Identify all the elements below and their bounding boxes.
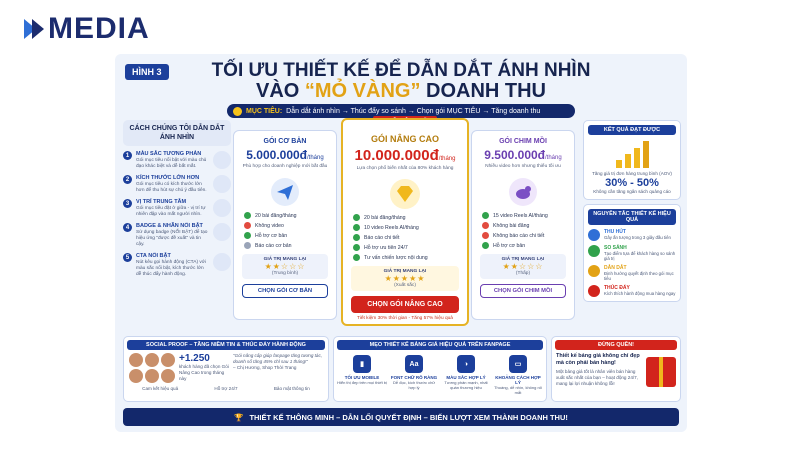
tip-item: ▭ KHOẢNG CÁCH HỢP LÝ Thoáng, dễ nhìn, không rối mắt (493, 353, 543, 395)
guide-step: 3 VỊ TRÍ TRUNG TÂM Gói mục tiêu đặt ở giữa - vị trí tự nhiên đập vào mắt người nhìn. (123, 199, 231, 218)
trophy-icon: 🏆 (234, 412, 244, 422)
logo-mark-icon (22, 17, 46, 41)
tips-box: MẸO THIẾT KẾ BẢNG GIÁ HIỆU QUẢ TRÊN FANPAGE ▮ TỐI ƯU MOBILE Hiển thị đẹp trên mọi thiết bị Aa FONT CHỮ RÕ RÀNG Dễ đọc, kích thước chữ hợp lý ◑ MÀU SẮC HỢP LÝ Tương phản mạnh, nhất quán thương hiệu ▭ KHOẢNG CÁCH HỢP LÝ Thoáng, dễ nhìn, không rối mắt (333, 336, 547, 402)
check-icon (244, 232, 251, 239)
customer-avatars (129, 353, 175, 383)
gift-icon (646, 357, 676, 387)
badge-support: Hỗ trợ 24/7 (214, 386, 238, 391)
tip-item: ◑ MÀU SẮC HỢP LÝ Tương phản mạnh, nhất quán thương hiệu (441, 353, 491, 395)
guide-step: 4 BADGE & NHÃN NỔI BẬT Sử dụng badge (NỔI BẬT) để tạo hiệu ứng "được đề xuất" và tin cậy. (123, 223, 231, 248)
feature-item: 20 bài đăng/tháng (244, 212, 336, 219)
choose-decoy-button[interactable]: CHỌN GÓI CHIM MỒI (480, 284, 566, 298)
principle-icon (588, 229, 600, 241)
tip-item: ▮ TỐI ƯU MOBILE Hiển thị đẹp trên mọi thiết bị (337, 353, 387, 395)
principle-item: SO SÁNH Tạo điểm tựa để khách hàng so sánh giá trị (588, 245, 676, 261)
plan-card-advanced: GÓI NÂNG CAO 10.000.000đ/tháng Lựa chọn phổ biến nhất của 80% khách hàng 20 bài đăng/tháng 10 video Reels AI/tháng Báo cáo chi tiết Hỗ trợ ưu tiên 24/7 Tư vấn chiến lược nội dung GIÁ TRỊ MANG LẠI ★★★★★ (Xuất sắc) CHỌN GÓI NÂNG CAO Tiết kiệm 30% thời gian - Tăng 57% hiệu quả (341, 118, 469, 326)
principle-icon (588, 245, 600, 257)
check-icon (353, 224, 360, 231)
right-column (583, 120, 681, 302)
diamond-icon (388, 177, 422, 211)
feature-item: Báo cáo chi tiết (353, 234, 467, 241)
tip-icon: ▭ (509, 355, 527, 373)
feature-item: Tư vấn chiến lược nội dung (353, 254, 467, 261)
feature-item: Hỗ trợ ưu tiên 24/7 (353, 244, 467, 251)
badge-security: Bảo mật thông tin (273, 386, 310, 391)
principle-icon (588, 285, 600, 297)
bird-icon (506, 175, 540, 209)
plan-card-decoy: GÓI CHIM MỒI 9.500.000đ/tháng Nhiều video hơn nhưng thiếu tối ưu 15 video Reels AI/tháng Không bài đăng Không báo cáo chi tiết Hỗ trợ cơ bản GIÁ TRỊ MANG LẠI ★★☆☆☆ (Thấp) CHỌN GÓI CHIM MỒI (471, 130, 575, 320)
feature-item: 15 video Reels AI/tháng (482, 212, 574, 219)
step-icon (213, 223, 231, 241)
paper-plane-icon (268, 175, 302, 209)
target-icon (233, 107, 242, 116)
tip-item: Aa FONT CHỮ RÕ RÀNG Dễ đọc, kích thước chữ hợp lý (389, 353, 439, 395)
tip-icon: Aa (405, 355, 423, 373)
step-icon (213, 151, 231, 169)
result-box: KẾT QUẢ ĐẠT ĐƯỢC Tăng giá trị đơn hàng trung bình (AOV) 30% - 50% Không cần tăng ngân sách quảng cáo (583, 120, 681, 200)
principle-item: DẪN DẮT Định hướng quyết định theo gói mục tiêu (588, 265, 676, 281)
choose-advanced-button[interactable]: CHỌN GÓI NÂNG CAO (351, 296, 459, 313)
footer-banner: 🏆 THIẾT KẾ THÔNG MINH – DẪN LỐI QUYẾT ĐỊNH – BIẾN LƯỢT XEM THÀNH DOANH THU! (123, 408, 679, 426)
feature-item: 10 video Reels AI/tháng (353, 224, 467, 231)
brand-name: MEDIA (48, 12, 150, 45)
title-line1: TỐI ƯU THIẾT KẾ ĐỂ DẪN DẮT ÁNH NHÌN (211, 60, 591, 81)
plan-card-basic: GÓI CƠ BẢN 5.000.000đ/tháng Phù hợp cho doanh nghiệp mới bắt đầu 20 bài đăng/tháng Không video Hỗ trợ cơ bản Báo cáo cơ bản GIÁ TRỊ MANG LẠI ★★☆☆☆ (Trung bình) CHỌN GÓI CƠ BẢN (233, 130, 337, 320)
feature-item: Hỗ trợ cơ bản (244, 232, 336, 239)
principle-item: THU HÚT Gây ấn tượng trong 3 giây đầu tiên (588, 229, 676, 241)
check-icon (244, 242, 251, 249)
infographic-panel (115, 54, 687, 432)
step-icon (213, 253, 231, 271)
title-line2: VÀO “MỎ VÀNG” DOANH THU (255, 80, 546, 102)
feature-item: Hỗ trợ cơ bản (482, 242, 574, 249)
brand-logo (22, 14, 150, 44)
remember-box: ĐỪNG QUÊN! Thiết kế bảng giá không chỉ đẹp mà còn phải bán hàng! Một bảng giá tốt là nhân viên bán hàng xuất sắc nhất của bạn – hoạt động 24/7, mang lại lợi nhuận không lỗi! (551, 336, 681, 402)
guide-step: 5 CTA NỔI BẬT Nút kêu gọi hành động (CTA) với màu sắc nổi bật, kích thước lớn dễ thúc đẩy hành động. (123, 253, 231, 278)
choose-basic-button[interactable]: CHỌN GÓI CƠ BẢN (242, 284, 328, 298)
growth-chart-icon (588, 138, 676, 168)
left-heading: CÁCH CHÚNG TÔI DẪN DẮT ÁNH NHÌN (123, 120, 231, 146)
cross-icon (482, 222, 489, 229)
feature-item: Không bài đăng (482, 222, 574, 229)
goal-banner: MỤC TIÊU: Dẫn dắt ánh nhìn → Thúc đẩy so sánh → Chọn gói MỤC TIÊU → Tăng doanh thu (227, 104, 575, 118)
tip-icon: ▮ (353, 355, 371, 373)
check-icon (353, 244, 360, 251)
check-icon (244, 212, 251, 219)
check-icon (482, 212, 489, 219)
step-icon (213, 199, 231, 217)
feature-item: Không báo cáo chi tiết (482, 232, 574, 239)
check-icon (353, 214, 360, 221)
feature-item: Báo cáo cơ bản (244, 242, 336, 249)
principles-box: NGUYÊN TẮC THIẾT KẾ HIỆU QUẢ THU HÚT Gây ấn tượng trong 3 giây đầu tiên SO SÁNH Tạo điểm tựa để khách hàng so sánh giá trị DẪN DẮT Định hướng quyết định theo gói mục tiêu THÚC ĐẨY Kích thích hành động mua hàng ngay (583, 204, 681, 302)
check-icon (482, 242, 489, 249)
badge-commitment: Cam kết hiệu quả (142, 386, 179, 391)
check-icon (353, 254, 360, 261)
guide-step: 2 KÍCH THƯỚC LỚN HƠN Gói mục tiêu có kích thước lớn hơn để thu hút sự chú ý đầu tiên. (123, 175, 231, 194)
feature-item: 20 bài đăng/tháng (353, 214, 467, 221)
cross-icon (482, 232, 489, 239)
check-icon (353, 234, 360, 241)
cross-icon (244, 222, 251, 229)
feature-item: Không video (244, 222, 336, 229)
tip-icon: ◑ (457, 355, 475, 373)
guide-step: 1 MÀU SẮC TƯƠNG PHẢN Gói mục tiêu nổi bật với màu chủ đạo khác biệt và dễ bắt mắt. (123, 151, 231, 170)
left-column (123, 120, 231, 278)
figure-badge: HÌNH 3 (125, 64, 169, 80)
principle-icon (588, 265, 600, 277)
step-icon (213, 175, 231, 193)
principle-item: THÚC ĐẨY Kích thích hành động mua hàng ngay (588, 285, 676, 297)
savings-note: Tiết kiệm 30% thời gian - Tăng 57% hiệu quả (357, 316, 453, 321)
social-proof-box: SOCIAL PROOF – TĂNG NIỀM TIN & THÚC ĐẨY HÀNH ĐỘNG +1.250 khách hàng đã chọn Gói Nâng Cao trong tháng này "Gói nâng cấp giúp fanpage tăng tương tác, doanh số tăng 45% chỉ sau 1 tháng!" – Chị Hương, Shop Thời Trang Cam kết hiệu quả Hỗ trợ 24/7 Bảo mật thông tin (123, 336, 329, 402)
